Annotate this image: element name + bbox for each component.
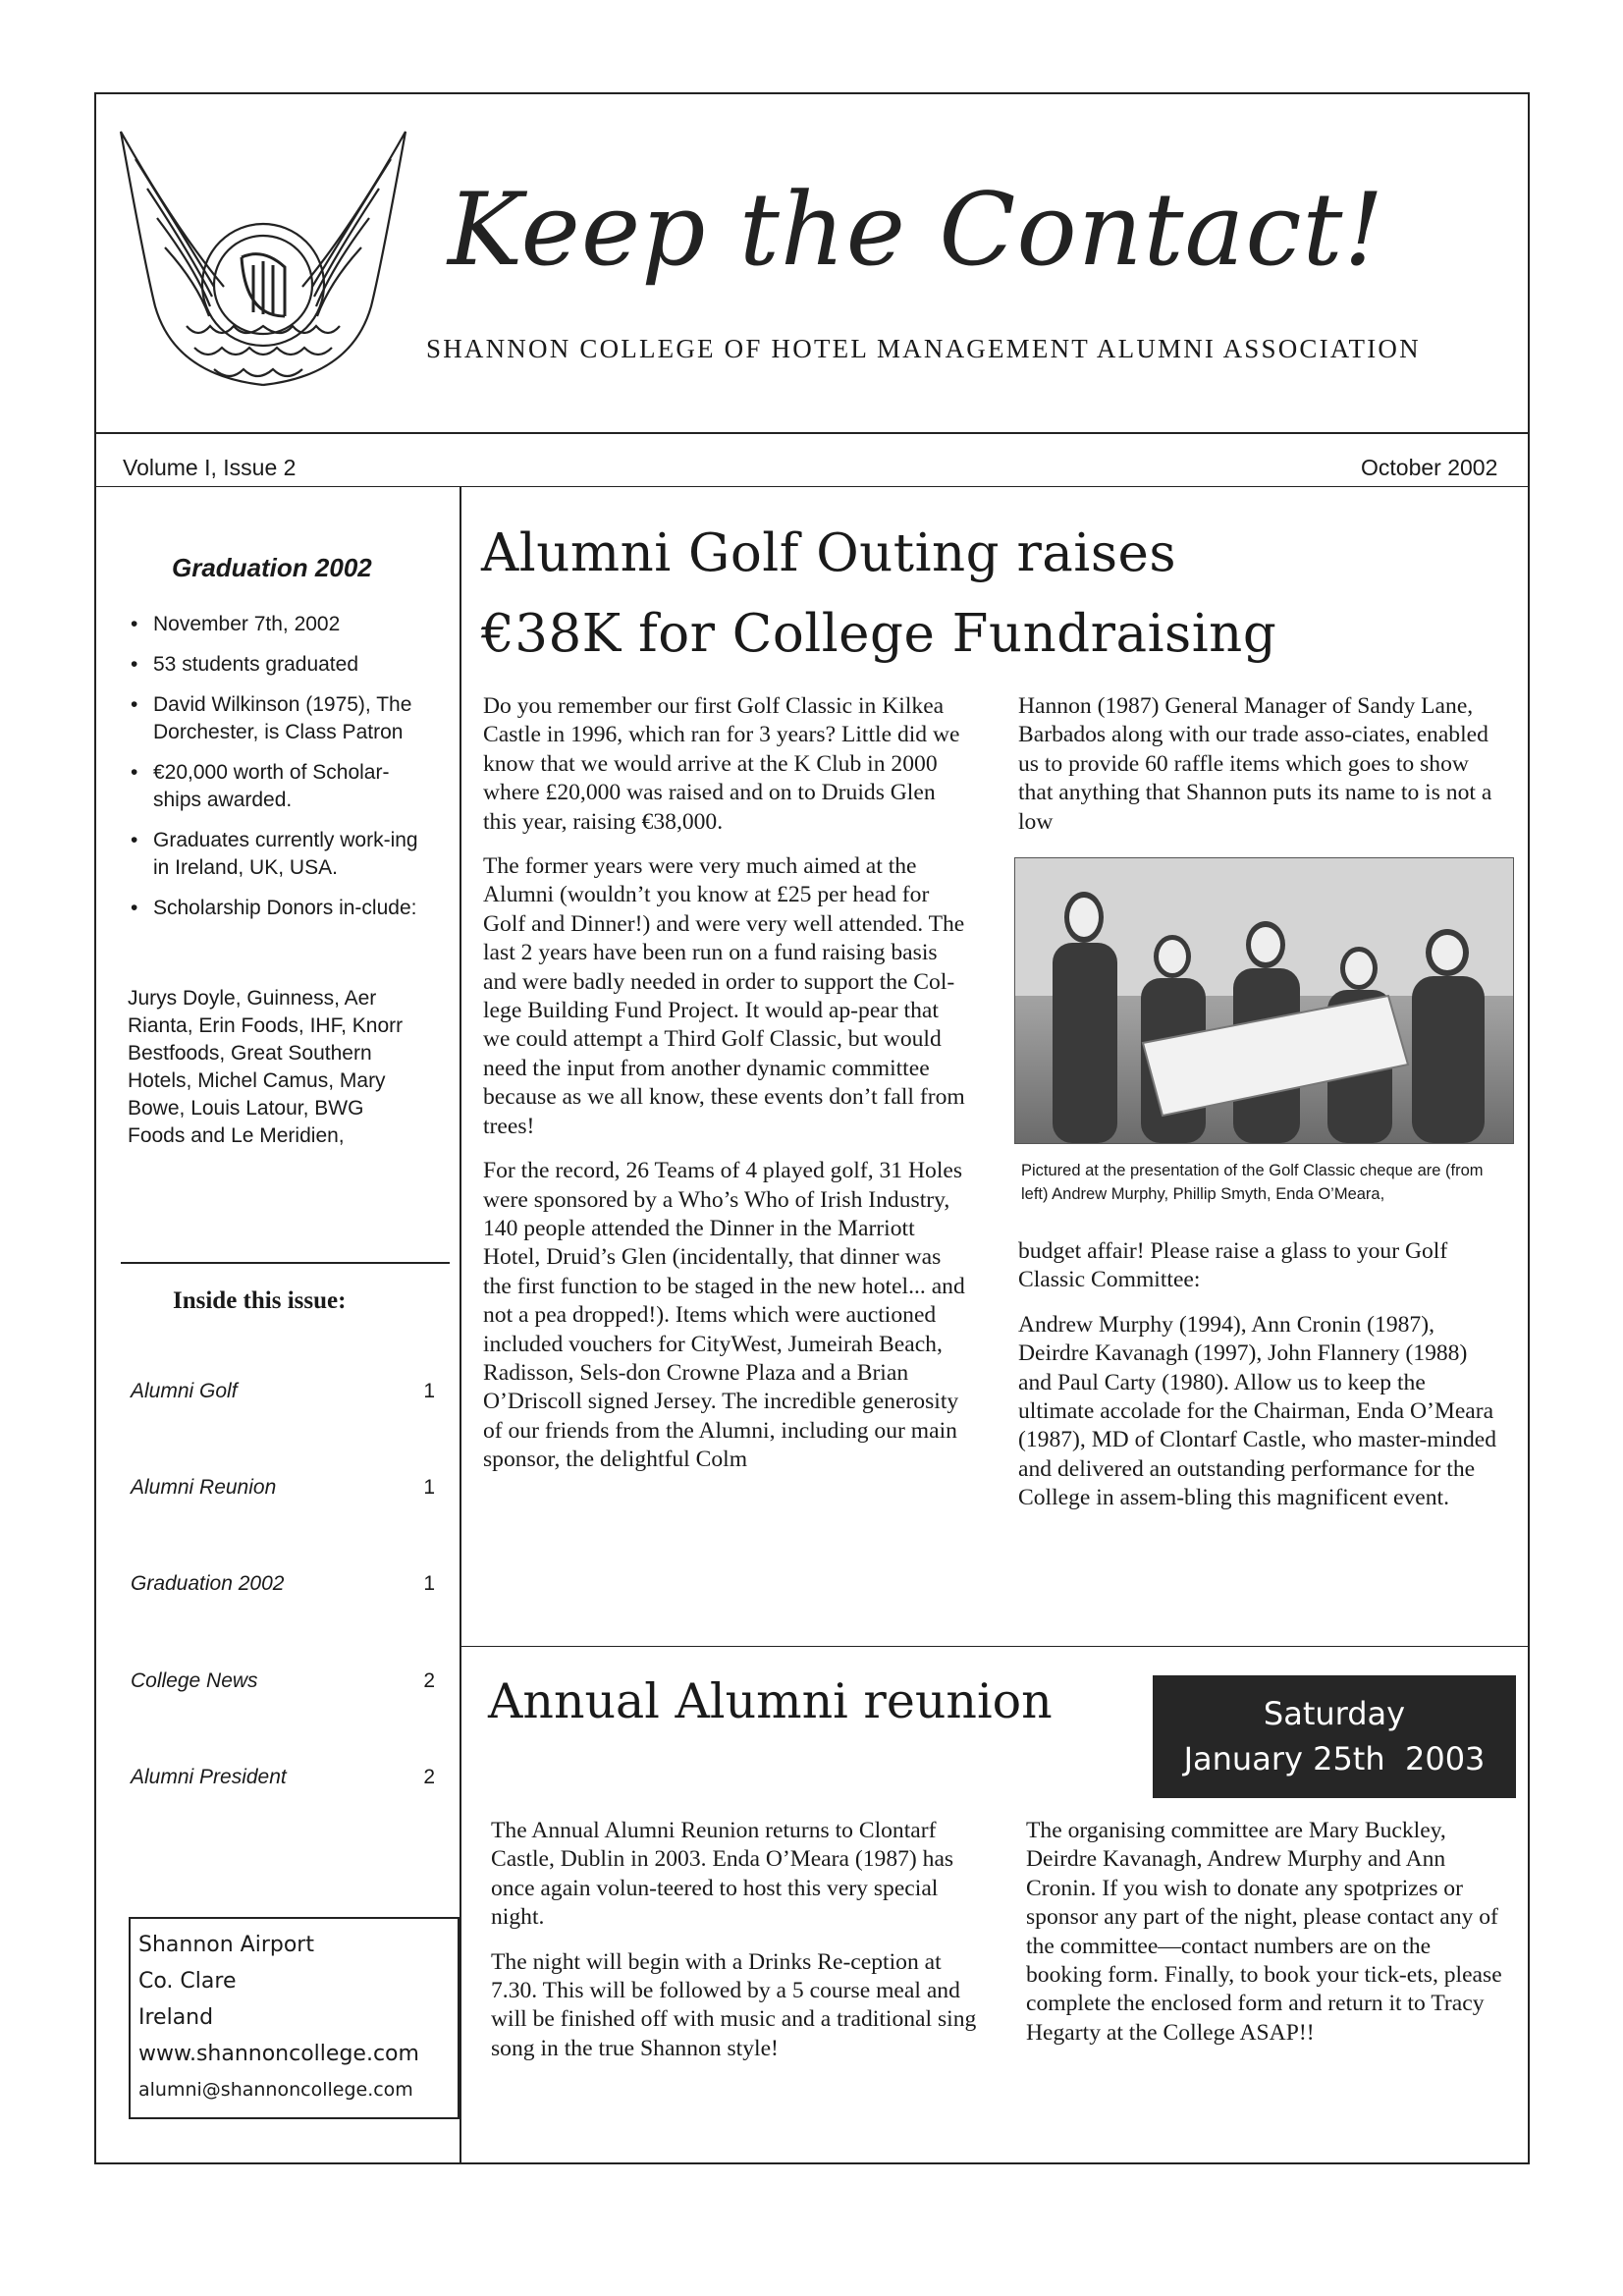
- list-item: • November 7th, 2002: [124, 611, 436, 638]
- reunion-date-box: [1153, 1675, 1516, 1798]
- paragraph: The Annual Alumni Reunion returns to Clontarf Castle, Dublin in 2003. Enda O’Meara (1987) has once again volun-teered to host this very special night.: [491, 1818, 954, 1931]
- masthead-title: Keep the Contact!: [448, 172, 1385, 289]
- toc-item-alumni-reunion[interactable]: [131, 1476, 435, 1500]
- toc-label: College News: [131, 1669, 258, 1692]
- paragraph: budget affair! Please raise a glass to your Golf Classic Committee:: [1018, 1238, 1448, 1293]
- masthead-subtitle: SHANNON COLLEGE OF HOTEL MANAGEMENT ALUMNI ASSOCIATION: [426, 334, 1421, 363]
- graduation-bullets: [124, 611, 436, 935]
- golf-headline-line1: Alumni Golf Outing raises: [481, 523, 1177, 583]
- reunion-right-column: [1026, 1817, 1507, 2063]
- toc-label: Alumni President: [131, 1766, 287, 1788]
- address-box: [129, 1917, 460, 2119]
- donor-list: Jurys Doyle, Guinness, Aer Rianta, Erin Foods, IHF, Knorr Bestfoods, Great Southern Hotels, Michel Camus, Mary Bowe, Louis Latour, BWG Foods and Le Meridien,: [128, 987, 404, 1147]
- graduation-title: Graduation 2002: [172, 553, 372, 582]
- toc-page: 1: [423, 1476, 435, 1499]
- issue-date: October 2002: [1361, 455, 1498, 480]
- reunion-left-column: [491, 1817, 982, 2079]
- list-item: • David Wilkinson (1975), The Dorchester, is Class Patron: [124, 691, 436, 746]
- list-item: • 53 students graduated: [124, 651, 436, 679]
- website-link[interactable]: www.shannoncollege.com: [138, 2042, 419, 2066]
- toc-item-graduation[interactable]: [131, 1572, 435, 1596]
- address-line: Ireland: [138, 2005, 214, 2030]
- golf-headline-line2: €38K for College Fundraising: [481, 604, 1277, 664]
- paragraph: The former years were very much aimed at the Alumni (wouldn’t you know at £25 per head for Golf and Dinner!) and were very well attended. The last 2 years have been run on a fund raising basis and were badly needed in order to support the Col-lege Building Fund Project. It would ap-pear that we could attempt a Third Golf Classic, but would need the input from another dynamic committee because as we all know, these events don’t fall from trees!: [483, 853, 965, 1139]
- date-full: January 25th 2003: [1183, 1740, 1486, 1777]
- golf-left-column: [483, 692, 967, 1491]
- paragraph: The organising committee are Mary Buckley, Deirdre Kavanagh, Andrew Murphy and Ann Cronin. If you wish to donate any spotprizes or sponsor any part of the night, please contact any of the committee—contact numbers are on the booking form. Finally, to book your tick-ets, please complete the enclosed form and return it to Tracy Hegarty at the College ASAP!!: [1026, 1818, 1502, 2046]
- list-item: • €20,000 worth of Scholar-ships awarded.: [124, 759, 436, 814]
- paragraph: Do you remember our first Golf Classic in Kilkea Castle in 1996, which ran for 3 years? Little did we know that we would arrive at the K Club in 2000 where £20,000 was raised and on to Druids Glen this year, raising €38,000.: [483, 693, 960, 835]
- toc-page: 2: [423, 1766, 435, 1788]
- list-item: • Scholarship Donors in-clude:: [124, 895, 436, 922]
- toc-page: 1: [423, 1380, 435, 1402]
- section-divider: [460, 1646, 1530, 1647]
- paragraph: For the record, 26 Teams of 4 played golf, 31 Holes were sponsored by a Who’s Who of Irish Industry, 140 people attended the Dinner in the Marriott Hotel, Druid’s Glen (incidentally, that dinner was the first function to be staged in the new hotel... and not a pea dropped!). Items which were auctioned included vouchers for CityWest, Jumeirah Beach, Radisson, Sels-don Crowne Plaza and a Brian O’Driscoll signed Jersey. The incredible generosity of our friends from the Alumni, including our main sponsor, the delightful Colm: [483, 1158, 965, 1473]
- address-line: Shannon Airport: [138, 1933, 314, 1957]
- paragraph: Andrew Murphy (1994), Ann Cronin (1987), Deirdre Kavanagh (1997), John Flannery (1988) and Paul Carty (1980). Allow us to keep the ultimate accolade for the Chairman, Enda O’Meara (1987), MD of Clontarf Castle, who master-minded and delivered an outstanding performance for the College in assem-bling this magnificent event.: [1018, 1311, 1497, 1511]
- toc-item-alumni-golf[interactable]: [131, 1380, 435, 1403]
- volume-issue: Volume I, Issue 2: [123, 455, 297, 480]
- toc-item-alumni-president[interactable]: [131, 1766, 435, 1789]
- golf-right-column-bottom: [1018, 1237, 1499, 1529]
- toc-label: Alumni Golf: [131, 1380, 238, 1402]
- cheque-presentation-photo: [1014, 857, 1514, 1144]
- address-line: Co. Clare: [138, 1969, 237, 1994]
- toc-label: Graduation 2002: [131, 1572, 285, 1595]
- photo-caption: Pictured at the presentation of the Golf Classic cheque are (from left) Andrew Murphy, Phillip Smyth, Enda O’Meara,: [1021, 1162, 1484, 1203]
- date-day: Saturday: [1263, 1695, 1406, 1732]
- toc-page: 1: [423, 1572, 435, 1595]
- winged-harp-crest-icon: [116, 120, 410, 414]
- inside-issue-title: Inside this issue:: [173, 1287, 347, 1314]
- golf-right-column-top: [1018, 692, 1499, 852]
- sidebar-graduation-rule: [121, 1262, 450, 1264]
- volume-bar-divider: [94, 486, 1530, 487]
- masthead-divider: [94, 432, 1530, 434]
- paragraph: Hannon (1987) General Manager of Sandy Lane, Barbados along with our trade asso-ciates, enabled us to provide 60 raffle items which goes to show that anything that Shannon puts its name to is not a low: [1018, 693, 1492, 835]
- sidebar-divider: [460, 486, 461, 2164]
- email-link[interactable]: alumni@shannoncollege.com: [138, 2079, 413, 2101]
- paragraph: The night will begin with a Drinks Re-ception at 7.30. This will be followed by a 5 course meal and will be finished off with music and a traditional sing song in the true Shannon style!: [491, 1948, 977, 2061]
- toc-item-college-news[interactable]: [131, 1669, 435, 1693]
- list-item: • Graduates currently work-ing in Ireland, UK, USA.: [124, 827, 436, 882]
- toc-label: Alumni Reunion: [131, 1476, 277, 1499]
- reunion-headline: Annual Alumni reunion: [488, 1673, 1053, 1729]
- toc-page: 2: [423, 1669, 435, 1692]
